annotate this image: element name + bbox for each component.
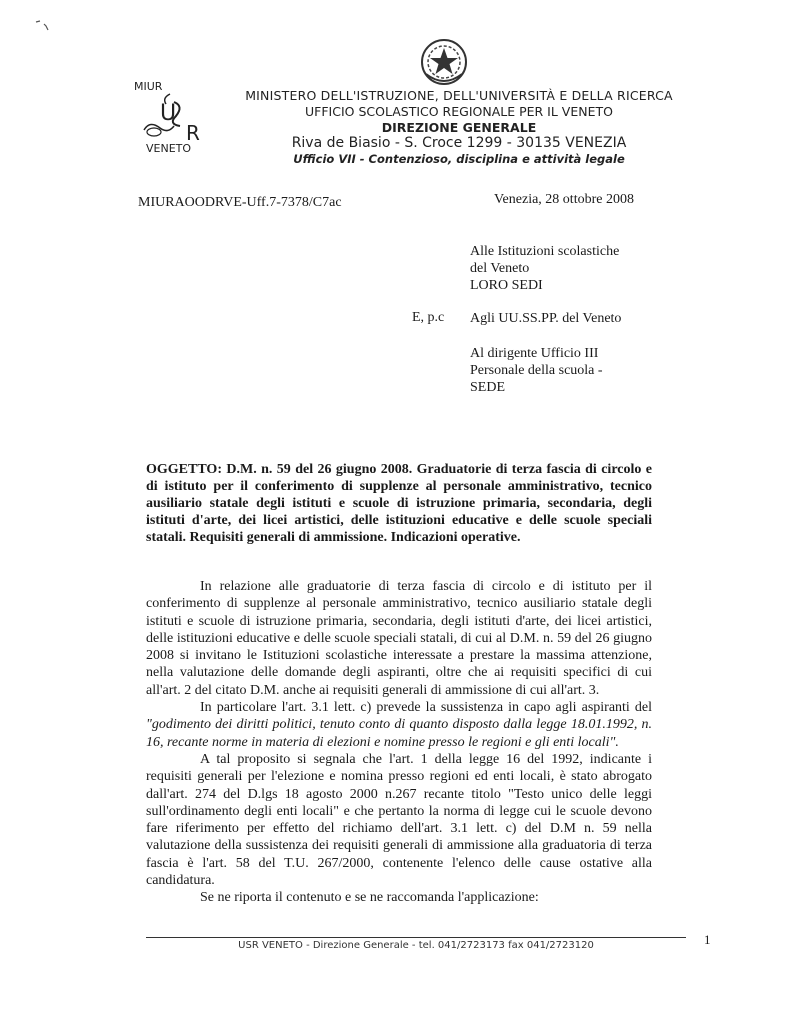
- body-quote: "godimento dei diritti politici, tenuto conto di quanto disposto dalla legge 18.01.1992, n. 16, recante norme in materia di elezioni e nomine presso le regioni e gli enti locali".: [146, 717, 652, 750]
- recipient-line: SEDE: [470, 380, 505, 395]
- subject-block: [146, 461, 652, 546]
- header-address: Riva de Biasio - S. Croce 1299 - 30135 VENEZIA: [291, 135, 627, 151]
- header-office: UFFICIO SCOLASTICO REGIONALE PER IL VENETO: [305, 104, 613, 119]
- svg-text:R: R: [186, 121, 200, 145]
- recipient-line: Personale della scuola -: [470, 363, 603, 378]
- recipient-block: [470, 243, 619, 294]
- footer-contact: USR VENETO - Direzione Generale - tel. 041/2723173 fax 041/2723120: [238, 940, 594, 951]
- svg-text:U: U: [160, 101, 177, 126]
- usr-veneto-logo: [134, 80, 214, 160]
- cc-recipient: Agli UU.SS.PP. del Veneto: [470, 311, 622, 326]
- footer-divider: [146, 937, 686, 938]
- republic-emblem-icon: [418, 36, 470, 88]
- body-paragraph: [146, 699, 652, 751]
- protocol-number: MIURAOODRVE-Uff.7-7378/C7ac: [138, 195, 342, 210]
- letter-date: Venezia, 28 ottobre 2008: [494, 192, 634, 207]
- scan-mark-icon: [32, 18, 62, 38]
- recipient-line: Al dirigente Ufficio III: [470, 346, 599, 361]
- recipient-line: Alle Istituzioni scolastiche: [470, 244, 620, 259]
- header-direction: DIREZIONE GENERALE: [381, 120, 537, 135]
- body-text: In particolare l'art. 3.1 lett. c) prevede la sussistenza in capo agli aspiranti del: [200, 700, 652, 716]
- subject-label: OGGETTO:: [146, 462, 222, 477]
- recipient-line: del Veneto: [470, 261, 530, 276]
- recipient-line: LORO SEDI: [470, 278, 543, 293]
- logo-bottom-text: VENETO: [146, 142, 192, 155]
- body-paragraph: A tal proposito si segnala che l'art. 1 della legge 16 del 1992, indicante i requisiti generali per l'elezione e nomina presso regioni ed enti locali, è stato abrogato dall'art. 274 del D.lgs 18 agosto 2000 n.267 recante titolo "Testo unico delle leggi sull'ordinamento degli enti locali" e che pertanto la norma di legge cui le scuole devono fare riferimento per effetto del richiamo dell'art. 3.1 lett. c) del D.M n. 59 nella valutazione della sussistenza dei requisiti generali di ammissione alla graduatoria di terza fascia è l'art. 58 del T.U. 267/2000, contenente l'elenco delle cause ostative alla candidatura.: [146, 751, 652, 889]
- page-number: 1: [704, 932, 711, 947]
- letter-body: [146, 578, 652, 907]
- logo-top-text: MIUR: [134, 80, 163, 93]
- header-unit: Ufficio VII - Contenzioso, disciplina e attività legale: [293, 152, 625, 166]
- subject-text: D.M. n. 59 del 26 giugno 2008. Graduatorie di terza fascia di circolo e di istituto per il conferimento di supplenze al personale amministrativo, tecnico ausiliario statale degli istituti e scuole di istruzione primaria, secondaria, degli istituti d'arte, dei licei artistici, delle istituzioni educative e delle scuole speciali statali. Requisiti generali di ammissione. Indicazioni operative.: [146, 462, 652, 545]
- cc-label: E, p.c: [412, 310, 445, 325]
- cc-recipient-block: [470, 345, 603, 396]
- header-ministry: MINISTERO DELL'ISTRUZIONE, DELL'UNIVERSITÀ E DELLA RICERCA: [245, 88, 673, 103]
- body-paragraph: In relazione alle graduatorie di terza fascia di circolo e di istituto per il conferimento di supplenze al personale amministrativo, tecnico ausiliario statale degli istituti e scuole di istruzione primaria, secondaria, degli istituti d'arte, dei licei artistici, delle istituzioni educative e delle scuole speciali statali, di cui al D.M. n. 59 del 26 giugno 2008 si invitano le Istituzioni scolastiche interessate a prestare la massima attenzione, nella valutazione delle domande degli aspiranti, oltre che ai requisiti specifici di cui all'art. 2 del citato D.M. anche ai requisiti generali di ammissione di cui all'art. 3.: [146, 579, 652, 698]
- body-paragraph: Se ne riporta il contenuto e se ne raccomanda l'applicazione:: [200, 890, 539, 906]
